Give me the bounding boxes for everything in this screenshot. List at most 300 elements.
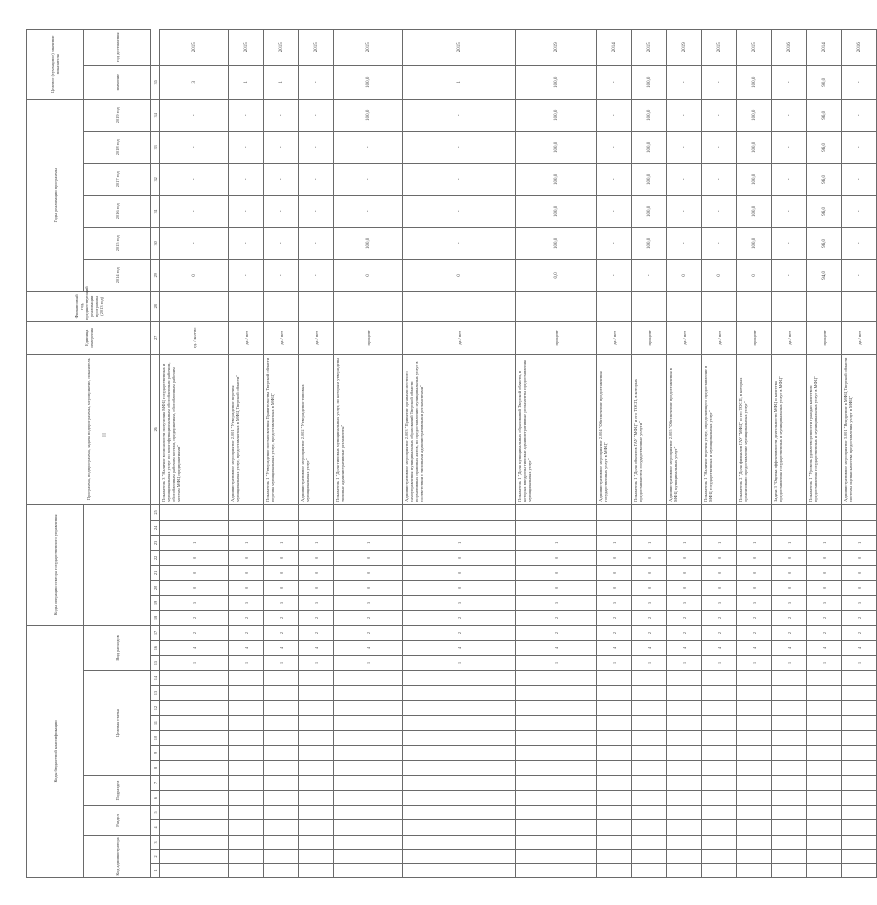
empty-code-cell <box>667 671 702 686</box>
empty-code-cell <box>702 836 737 850</box>
empty-code-cell <box>334 850 403 864</box>
code-cell: 1 <box>737 535 772 550</box>
code-cell: 2 <box>632 625 667 640</box>
code-cell: 1 <box>702 656 737 671</box>
empty-code-cell <box>516 686 597 701</box>
code-cell: 4 <box>334 641 403 656</box>
column-number: 35 <box>151 65 160 99</box>
code-cell: 4 <box>229 641 264 656</box>
code-cell: 1 <box>160 535 229 550</box>
code-cell: 4 <box>299 641 334 656</box>
finance-year-header: Финансовый год, предшествующий реализации программы (2013 год) <box>27 291 151 321</box>
year-value-cell: - <box>667 195 702 227</box>
column-number: 8 <box>151 761 160 776</box>
empty-code-cell <box>807 836 842 850</box>
column-number: 20 <box>151 580 160 595</box>
empty-code-cell <box>516 671 597 686</box>
code-cell: 5 <box>702 595 737 610</box>
empty-code-cell <box>632 731 667 746</box>
empty-code-cell <box>667 836 702 850</box>
column-number: 15 <box>151 656 160 671</box>
code-cell: 0 <box>772 580 807 595</box>
column-number: 28 <box>151 291 160 321</box>
empty-code-cell <box>597 686 632 701</box>
year-value-cell: - <box>842 131 877 163</box>
empty-code-cell <box>597 776 632 791</box>
empty-code-cell <box>772 820 807 836</box>
empty-code-cell <box>264 701 299 716</box>
empty-code-cell <box>229 836 264 850</box>
year-value-cell: - <box>229 259 264 291</box>
empty-code-cell <box>737 776 772 791</box>
empty-code-cell <box>737 746 772 761</box>
empty-code-cell <box>842 864 877 878</box>
year-value-cell: - <box>299 131 334 163</box>
code-cell: 2 <box>772 625 807 640</box>
year-value-cell: - <box>299 259 334 291</box>
empty-code-cell <box>160 746 229 761</box>
year-value-cell: - <box>299 195 334 227</box>
empty-code-cell <box>737 716 772 731</box>
empty-code-cell <box>632 850 667 864</box>
code-cell: 2 <box>667 625 702 640</box>
code-cell: 4 <box>516 641 597 656</box>
code-cell: 2 <box>229 610 264 625</box>
unit-cell: да / нет <box>597 321 632 354</box>
empty-code-cell <box>807 820 842 836</box>
empty-code-cell <box>403 836 516 850</box>
column-number: 24 <box>151 520 160 535</box>
empty-code-cell <box>160 701 229 716</box>
empty-code-cell <box>403 791 516 806</box>
year-value-cell: - <box>403 99 516 131</box>
finance-year-cell <box>597 291 632 321</box>
table-row <box>299 29 334 877</box>
empty-code-cell <box>807 671 842 686</box>
empty-code-cell <box>229 864 264 878</box>
code-cell: 5 <box>667 595 702 610</box>
indicator-description: Показатель 1 "Доля типовых муниципальных услуг, по которым утверждены типовые административные регламенты" <box>334 354 403 504</box>
code-cell: 5 <box>632 595 667 610</box>
column-number: 26 <box>151 354 160 504</box>
code-cell: 5 <box>737 595 772 610</box>
year-value-cell: 100,0 <box>737 227 772 259</box>
finance-year-cell <box>702 291 737 321</box>
year-value-cell: - <box>842 259 877 291</box>
indicator-description: Показатель 1 "Наличие перечня услуг, определяющего предоставление в МФЦ государственных и муниципальных услуг" <box>702 354 737 504</box>
table-row <box>667 29 702 877</box>
final-year-cell: 2019 <box>516 29 597 65</box>
empty-code-cell <box>632 836 667 850</box>
code-cell: 0 <box>842 565 877 580</box>
empty-code-cell <box>264 731 299 746</box>
unit-cell: да / нет <box>702 321 737 354</box>
empty-code-cell <box>772 761 807 776</box>
empty-code-cell <box>516 716 597 731</box>
empty-code-cell <box>597 701 632 716</box>
empty-code-cell <box>334 836 403 850</box>
code-cell: 0 <box>632 550 667 565</box>
empty-code-cell <box>334 731 403 746</box>
empty-code-cell <box>597 761 632 776</box>
empty-code-cell <box>299 850 334 864</box>
final-year-cell: 2015 <box>334 29 403 65</box>
empty-code-cell <box>334 671 403 686</box>
code-cell: 1 <box>160 656 229 671</box>
empty-code-cell <box>632 776 667 791</box>
code-cell: 0 <box>632 565 667 580</box>
empty-code-cell <box>516 820 597 836</box>
code-cell: 0 <box>334 565 403 580</box>
year-value-cell: 96,0 <box>807 99 842 131</box>
final-year-cell: 2015 <box>160 29 229 65</box>
code-cell: 0 <box>403 550 516 565</box>
table-row <box>264 29 299 877</box>
empty-code-cell <box>229 731 264 746</box>
empty-code-cell <box>597 791 632 806</box>
indicator-description: Показатель 1 "Уровень удовлетворенности граждан качеством предоставления государственных и муниципальных услуг в МФЦ" <box>807 354 842 504</box>
empty-code-cell <box>807 731 842 746</box>
empty-code-cell <box>842 836 877 850</box>
empty-code-cell <box>842 701 877 716</box>
code-cell: 2 <box>299 625 334 640</box>
empty-code-cell <box>597 806 632 820</box>
year-value-cell: 96,0 <box>807 131 842 163</box>
code-cell: 1 <box>229 535 264 550</box>
year-value-cell: - <box>842 227 877 259</box>
final-value-cell: - <box>667 65 702 99</box>
empty-code-cell <box>702 761 737 776</box>
code-cell: 2 <box>334 610 403 625</box>
column-number: 1 <box>151 864 160 878</box>
code-cell: 1 <box>632 535 667 550</box>
empty-code-cell <box>264 776 299 791</box>
code-cell: 0 <box>160 580 229 595</box>
empty-code-cell <box>299 820 334 836</box>
code-cell: 5 <box>597 595 632 610</box>
empty-code-cell <box>772 806 807 820</box>
code-cell: 1 <box>403 535 516 550</box>
years-header: Годы реализации программы <box>27 99 84 291</box>
empty-code-cell <box>632 791 667 806</box>
code-cell: 0 <box>334 580 403 595</box>
year-value-cell: 100,0 <box>516 131 597 163</box>
column-number: 11 <box>151 716 160 731</box>
final-value-cell: 1 <box>264 65 299 99</box>
code-cell: 0 <box>737 565 772 580</box>
year-value-cell: - <box>264 195 299 227</box>
finance-year-cell <box>667 291 702 321</box>
empty-code-cell <box>160 686 229 701</box>
code-cell: 1 <box>264 535 299 550</box>
year-2015-header: 2015 год <box>84 227 151 259</box>
final-value-cell: 1 <box>229 65 264 99</box>
empty-code-cell <box>702 850 737 864</box>
code-cell: 0 <box>160 550 229 565</box>
year-2018-header: 2018 год <box>84 131 151 163</box>
year-value-cell: 100,0 <box>632 227 667 259</box>
empty-code-cell <box>737 686 772 701</box>
column-number: 23 <box>151 535 160 550</box>
empty-code-cell <box>264 806 299 820</box>
year-value-cell: 100,0 <box>737 195 772 227</box>
code-cell: 0 <box>842 580 877 595</box>
year-value-cell: 96,0 <box>807 227 842 259</box>
empty-code-cell <box>229 746 264 761</box>
program-indicators-table-sheet <box>26 32 862 878</box>
empty-code-cell <box>229 761 264 776</box>
empty-code-cell <box>403 850 516 864</box>
empty-code-cell <box>160 864 229 878</box>
year-value-cell: - <box>264 99 299 131</box>
column-number: 33 <box>151 131 160 163</box>
empty-code-cell <box>516 701 597 716</box>
code-cell: 0 <box>667 565 702 580</box>
code-cell: 0 <box>702 565 737 580</box>
year-value-cell: - <box>160 163 229 195</box>
code-cell: 1 <box>807 656 842 671</box>
empty-code-cell <box>597 820 632 836</box>
empty-code-cell <box>403 716 516 731</box>
code-cell: 0 <box>597 580 632 595</box>
empty-code-cell <box>737 731 772 746</box>
unit-cell: процент <box>334 321 403 354</box>
column-number: 4 <box>151 820 160 836</box>
unit-cell: да / нет <box>667 321 702 354</box>
code-cell: 0 <box>772 565 807 580</box>
empty-code-cell <box>772 864 807 878</box>
year-value-cell: 100,0 <box>516 227 597 259</box>
year-value-cell: - <box>264 131 299 163</box>
empty-code-cell <box>334 864 403 878</box>
code-cell: 0 <box>403 565 516 580</box>
empty-code-cell <box>299 731 334 746</box>
final-value-cell: - <box>702 65 737 99</box>
empty-code-cell <box>667 731 702 746</box>
empty-code-cell <box>737 806 772 820</box>
column-number: 10 <box>151 731 160 746</box>
empty-code-cell <box>702 820 737 836</box>
empty-code-cell <box>403 671 516 686</box>
final-value-cell: - <box>299 65 334 99</box>
empty-code-cell <box>403 746 516 761</box>
empty-code-cell <box>667 686 702 701</box>
final-year-cell: 2014 <box>597 29 632 65</box>
empty-code-cell <box>160 820 229 836</box>
program-header: Программа, подпрограмма, задача подпрограммы, мероприятие, показатель <box>27 354 151 504</box>
empty-code-cell <box>737 671 772 686</box>
unit-cell: да / нет <box>842 321 877 354</box>
code-cell: 5 <box>299 595 334 610</box>
empty-code-cell <box>160 791 229 806</box>
empty-code-cell <box>299 716 334 731</box>
empty-code-cell <box>160 850 229 864</box>
kbk-target-header: Целевая статья <box>84 671 151 776</box>
empty-code-cell <box>160 504 229 520</box>
empty-code-cell <box>772 504 807 520</box>
year-value-cell: 100,0 <box>737 99 772 131</box>
year-value-cell: - <box>264 163 299 195</box>
year-value-cell: - <box>702 227 737 259</box>
year-value-cell: - <box>160 99 229 131</box>
code-cell: 1 <box>772 656 807 671</box>
table-row <box>842 29 877 877</box>
column-number: 5 <box>151 806 160 820</box>
empty-code-cell <box>403 701 516 716</box>
year-value-cell: - <box>597 259 632 291</box>
code-cell: 0 <box>334 550 403 565</box>
empty-code-cell <box>702 806 737 820</box>
code-cell: 2 <box>702 625 737 640</box>
year-value-cell: - <box>632 259 667 291</box>
indicator-description: Задача 3 "Оценка эффективности деятельности МФЦ и качества предоставления государственных и муниципальных услуг в МФЦ" <box>772 354 807 504</box>
year-value-cell: 100,0 <box>334 99 403 131</box>
code-cell: 2 <box>807 610 842 625</box>
final-value-sub-header: значение <box>84 65 151 99</box>
indicator-description: Административное мероприятие 2.001 "Утверждение перечня муниципальных услуг, предоставляемых в МФЦ Тверской области" <box>229 354 264 504</box>
year-value-cell: 100,0 <box>632 99 667 131</box>
code-cell: 5 <box>807 595 842 610</box>
year-value-cell: 100,0 <box>737 163 772 195</box>
column-number: 17 <box>151 625 160 640</box>
column-number: 9 <box>151 746 160 761</box>
code-cell: 2 <box>632 610 667 625</box>
empty-code-cell <box>807 776 842 791</box>
final-year-cell: 2015 <box>403 29 516 65</box>
year-value-cell: 0 <box>737 259 772 291</box>
unit-cell: да / нет <box>229 321 264 354</box>
empty-code-cell <box>807 716 842 731</box>
year-value-cell: - <box>264 227 299 259</box>
year-value-cell: - <box>667 163 702 195</box>
code-cell: 2 <box>229 625 264 640</box>
year-value-cell: 100,0 <box>632 195 667 227</box>
empty-code-cell <box>264 671 299 686</box>
empty-code-cell <box>842 731 877 746</box>
finance-year-cell <box>299 291 334 321</box>
year-value-cell: - <box>702 99 737 131</box>
column-number: 3 <box>151 836 160 850</box>
table-row <box>807 29 842 877</box>
year-value-cell: - <box>772 131 807 163</box>
year-value-cell: - <box>772 163 807 195</box>
unit-cell: да / нет <box>299 321 334 354</box>
empty-code-cell <box>842 791 877 806</box>
empty-code-cell <box>403 806 516 820</box>
empty-code-cell <box>334 761 403 776</box>
year-value-cell: - <box>842 99 877 131</box>
empty-code-cell <box>516 776 597 791</box>
empty-code-cell <box>807 686 842 701</box>
column-number: 18 <box>151 610 160 625</box>
code-cell: 1 <box>229 656 264 671</box>
code-cell: 2 <box>403 625 516 640</box>
empty-code-cell <box>667 701 702 716</box>
year-value-cell: - <box>160 131 229 163</box>
empty-code-cell <box>299 701 334 716</box>
empty-code-cell <box>702 746 737 761</box>
empty-code-cell <box>299 791 334 806</box>
table-header <box>27 29 160 877</box>
year-value-cell: - <box>597 163 632 195</box>
final-year-cell: 2019 <box>667 29 702 65</box>
empty-code-cell <box>772 686 807 701</box>
code-cell: 4 <box>160 641 229 656</box>
code-cell: 0 <box>597 550 632 565</box>
empty-code-cell <box>403 864 516 878</box>
empty-code-cell <box>264 791 299 806</box>
empty-code-cell <box>160 776 229 791</box>
empty-code-cell <box>842 671 877 686</box>
empty-code-cell <box>632 746 667 761</box>
code-cell: 4 <box>702 641 737 656</box>
code-cell: 1 <box>516 656 597 671</box>
table-row <box>160 29 229 877</box>
year-value-cell: - <box>229 131 264 163</box>
empty-code-cell <box>842 806 877 820</box>
empty-code-cell <box>632 761 667 776</box>
code-cell: 2 <box>597 610 632 625</box>
code-cell: 1 <box>807 535 842 550</box>
empty-code-cell <box>772 731 807 746</box>
final-value-cell: 1 <box>403 65 516 99</box>
empty-code-cell <box>403 820 516 836</box>
empty-code-cell <box>632 820 667 836</box>
empty-code-cell <box>229 671 264 686</box>
empty-code-cell <box>772 791 807 806</box>
empty-code-cell <box>264 761 299 776</box>
unit-cell: процент <box>737 321 772 354</box>
empty-code-cell <box>632 806 667 820</box>
final-year-sub-header: год достижения <box>84 29 151 65</box>
year-value-cell: - <box>772 195 807 227</box>
empty-code-cell <box>772 746 807 761</box>
empty-code-cell <box>807 791 842 806</box>
empty-code-cell <box>299 806 334 820</box>
column-number: 29 <box>151 259 160 291</box>
year-value-cell: 100,0 <box>737 131 772 163</box>
empty-code-cell <box>632 520 667 535</box>
empty-code-cell <box>299 776 334 791</box>
table-row <box>737 29 772 877</box>
year-value-cell: - <box>403 227 516 259</box>
year-value-cell: - <box>772 259 807 291</box>
empty-code-cell <box>737 820 772 836</box>
empty-code-cell <box>667 520 702 535</box>
code-cell: 1 <box>632 656 667 671</box>
kbk-subsection-header: Подраздел <box>84 776 151 806</box>
code-cell: 4 <box>772 641 807 656</box>
final-value-header: Целевое (суммарное) значение показателя <box>27 29 84 99</box>
code-cell: 0 <box>516 580 597 595</box>
empty-code-cell <box>772 520 807 535</box>
unit-header: Единица измерения <box>27 321 151 354</box>
code-cell: 2 <box>264 625 299 640</box>
empty-code-cell <box>516 731 597 746</box>
code-cell: 4 <box>264 641 299 656</box>
final-value-cell: 100,0 <box>737 65 772 99</box>
indicator-description: Показатель 1 "Доля объектов ГАУ "МФЦ" и его ТОСП, в которых предоставляются государственные услуги" <box>632 354 667 504</box>
empty-code-cell <box>229 850 264 864</box>
finance-year-cell <box>807 291 842 321</box>
year-value-cell: - <box>299 163 334 195</box>
final-value-cell: - <box>772 65 807 99</box>
year-value-cell: - <box>597 99 632 131</box>
kosgu-header: Коды операции сектора государственного управления <box>27 504 84 625</box>
column-number: 2 <box>151 850 160 864</box>
empty-code-cell <box>702 686 737 701</box>
final-year-cell: 2015 <box>299 29 334 65</box>
